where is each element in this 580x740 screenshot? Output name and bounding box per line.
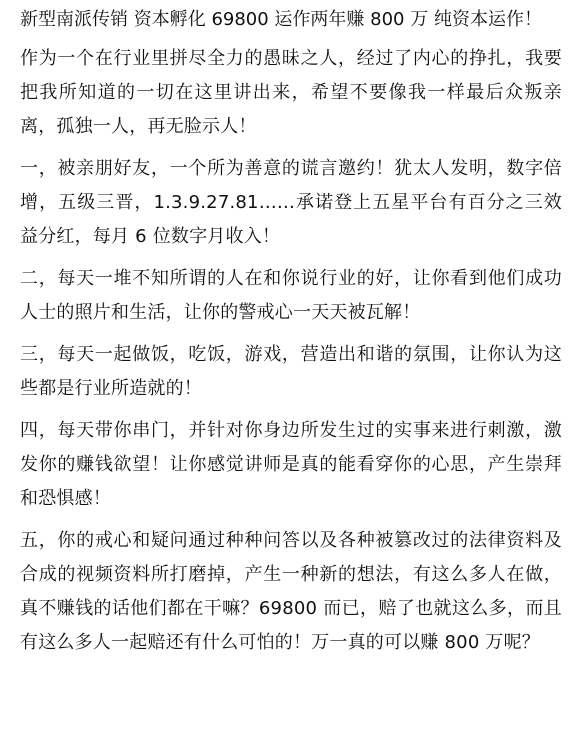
document-title: 新型南派传销 资本孵化 69800 运作两年赚 800 万 纯资本运作！: [20, 9, 542, 30]
paragraph-point-4: 四，每天带你串门，并针对你身边所发生过的实事来进行刺激，激发你的赚钱欲望！让你感觉讲师是真的能看穿你的心思，产生崇拜和恐惧感！: [20, 420, 562, 509]
paragraph-point-3: 三，每天一起做饭，吃饭，游戏，营造出和谐的氛围，让你认为这些都是行业所造就的！: [20, 344, 562, 399]
paragraph-point-1: 一，被亲朋好友，一个所为善意的谎言邀约！犹太人发明，数字倍增，五级三晋，1.3.9.27.81……承诺登上五星平台有百分之三效益分红，每月 6 位数字月收入！: [20, 158, 562, 247]
paragraph-point-2: 二，每天一堆不知所谓的人在和你说行业的好，让你看到他们成功人士的照片和生活，让你的警戒心一天天被瓦解！: [20, 268, 562, 323]
paragraph-point-5: 五，你的戒心和疑问通过种种问答以及各种被篡改过的法律资料及合成的视频资料所打磨掉，产生一种新的想法，有这么多人在做，真不赚钱的话他们都在干嘛？69800 而已，赔了也就这么多，而且有这么多人一起赔还有什么可怕的！万一真的可以赚 800 万呢？: [20, 530, 562, 653]
paragraph-intro: 作为一个在行业里拼尽全力的愚昧之人，经过了内心的挣扎，我要把我所知道的一切在这里讲出来，希望不要像我一样最后众叛亲离，孤独一人，再无脸示人！: [20, 48, 562, 137]
